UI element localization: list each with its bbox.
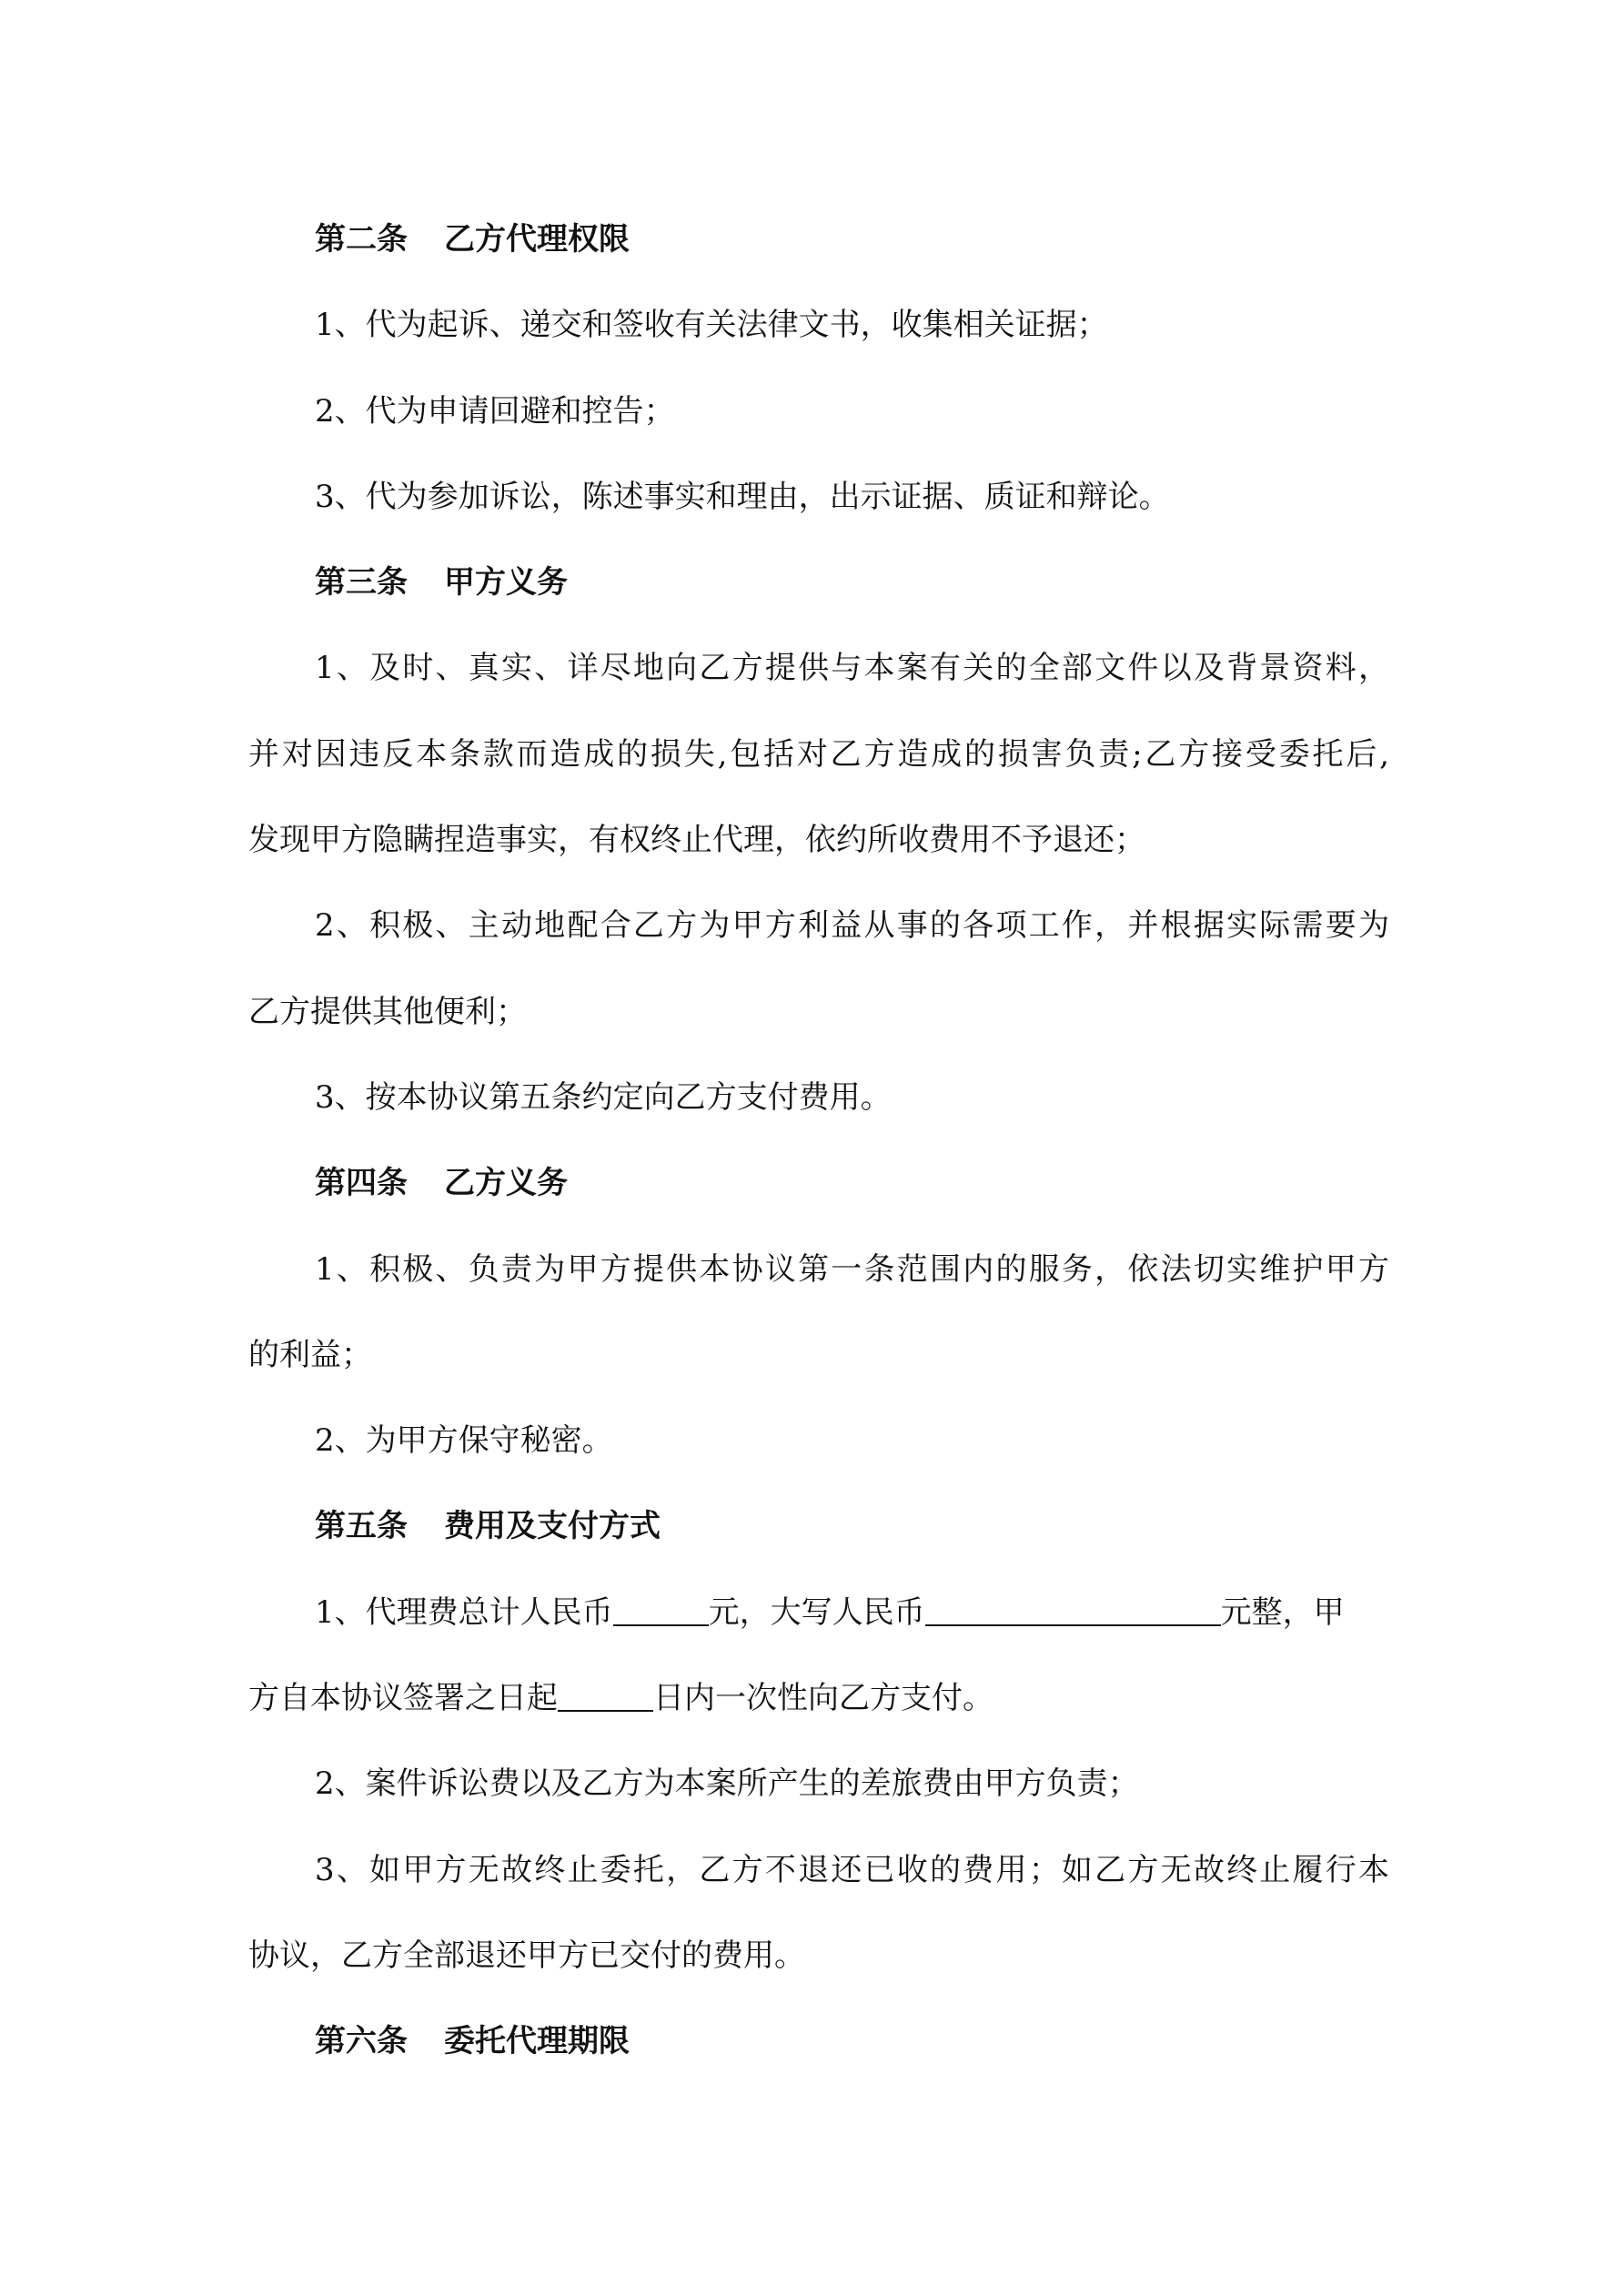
clause-line-days	[248, 1655, 1389, 1741]
clause-line: 的利益；	[248, 1336, 372, 1373]
text: 方自本协议签署之日起	[248, 1680, 558, 1717]
clause-line: 1、及时、真实、详尽地向乙方提供与本案有关的全部文件以及背景资料，	[315, 650, 1389, 687]
article-title: 甲方义务	[444, 564, 568, 602]
article-number: 第五条	[315, 1508, 408, 1545]
article-6-heading	[248, 1998, 1389, 2084]
text: 1、代理费总计人民币	[315, 1593, 613, 1631]
fee-uppercase-blank[interactable]	[925, 1597, 1221, 1626]
clause-line: 协议，乙方全部退还甲方已交付的费用。	[248, 1937, 805, 1974]
clause-line: 2、积极、主动地配合乙方为甲方利益从事的各项工作，并根据实际需要为	[315, 907, 1389, 945]
article-title: 乙方代理权限	[444, 221, 630, 258]
article-4-heading	[248, 1140, 1389, 1226]
clause-line: 1、积极、负责为甲方提供本协议第一条范围内的服务，依法切实维护甲方	[315, 1250, 1389, 1288]
text: 元，大写人民币	[708, 1593, 925, 1631]
contract-page	[248, 197, 1389, 2085]
clause: 2、为甲方保守秘密。	[315, 1422, 613, 1460]
clause: 2、案件诉讼费以及乙方为本案所产生的差旅费由甲方负责；	[315, 1765, 1139, 1803]
article-3-heading	[248, 540, 1389, 625]
article-number: 第二条	[315, 221, 408, 258]
fee-amount-blank[interactable]	[613, 1597, 709, 1626]
clause-line: 并对因违反本条款而造成的损失,包括对乙方造成的损害负责;乙方接受委托后,	[248, 735, 1389, 773]
clause-line: 3、如甲方无故终止委托，乙方不退还已收的费用；如乙方无故终止履行本	[315, 1851, 1389, 1888]
article-5-heading	[248, 1483, 1389, 1569]
clause-line-fee	[248, 1570, 1389, 1655]
clause: 3、按本协议第五条约定向乙方支付费用。	[315, 1078, 892, 1116]
clause: 2、代为申请回避和控告；	[315, 392, 675, 430]
article-title: 费用及支付方式	[444, 1508, 661, 1545]
clause-line: 发现甲方隐瞒捏造事实，有权终止代理，依约所收费用不予退还；	[248, 822, 1145, 859]
text: 日内一次性向乙方支付。	[653, 1680, 994, 1717]
text: 元整，甲	[1220, 1593, 1345, 1631]
clause: 3、代为参加诉讼，陈述事实和理由，出示证据、质证和辩论。	[315, 478, 1170, 515]
days-blank[interactable]	[558, 1683, 653, 1712]
article-number: 第四条	[315, 1165, 408, 1202]
article-number: 第三条	[315, 564, 408, 602]
article-title: 委托代理期限	[444, 2023, 630, 2060]
clause: 1、代为起诉、递交和签收有关法律文书，收集相关证据；	[315, 307, 1108, 344]
article-2-heading	[248, 197, 1389, 282]
article-title: 乙方义务	[444, 1165, 568, 1202]
clause-line: 乙方提供其他便利；	[248, 993, 527, 1030]
article-number: 第六条	[315, 2023, 408, 2060]
